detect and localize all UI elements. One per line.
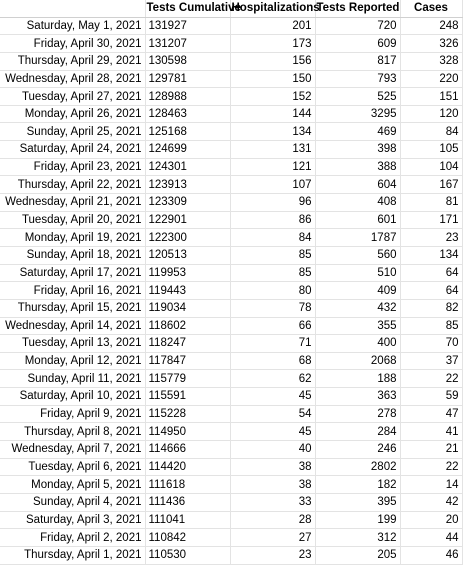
header-row [0,0,462,17]
tests-reported-cell[interactable]: 793 [315,70,400,88]
date-cell[interactable]: Friday, April 16, 2021 [0,282,145,300]
table-row [0,141,462,159]
hospitalizations-cell[interactable]: 85 [230,246,315,264]
table-row [0,246,462,264]
date-cell[interactable]: Monday, April 5, 2021 [0,476,145,494]
table-row [0,352,462,370]
tests-cumulative-cell[interactable]: 118602 [145,317,230,335]
date-cell[interactable]: Saturday, April 24, 2021 [0,141,145,159]
tests-reported-cell[interactable]: 469 [315,123,400,141]
cases-cell[interactable]: 37 [400,352,462,370]
date-cell[interactable]: Monday, April 12, 2021 [0,352,145,370]
cases-cell[interactable]: 85 [400,317,462,335]
hospitalizations-cell[interactable]: 84 [230,229,315,247]
table-row [0,52,462,70]
cases-cell[interactable]: 120 [400,105,462,123]
hospitalizations-cell[interactable]: 150 [230,70,315,88]
date-cell[interactable]: Thursday, April 29, 2021 [0,52,145,70]
tests-cumulative-cell[interactable]: 122300 [145,229,230,247]
tests-cumulative-cell[interactable]: 128463 [145,105,230,123]
tests-cumulative-cell[interactable]: 110842 [145,529,230,547]
tests-reported-cell[interactable]: 525 [315,88,400,106]
tests-cumulative-cell[interactable]: 111041 [145,511,230,529]
tests-cumulative-cell[interactable]: 125168 [145,123,230,141]
tests-reported-cell[interactable]: 720 [315,17,400,35]
tests-cumulative-cell[interactable]: 124699 [145,141,230,159]
date-cell[interactable]: Friday, April 9, 2021 [0,405,145,423]
cases-cell[interactable]: 42 [400,493,462,511]
date-cell[interactable]: Wednesday, April 21, 2021 [0,194,145,212]
cases-cell[interactable]: 64 [400,282,462,300]
hospitalizations-cell[interactable]: 80 [230,282,315,300]
date-cell[interactable]: Tuesday, April 27, 2021 [0,88,145,106]
date-cell[interactable]: Monday, April 19, 2021 [0,229,145,247]
tests-cumulative-cell[interactable]: 130598 [145,52,230,70]
tests-cumulative-cell[interactable]: 120513 [145,246,230,264]
cases-cell[interactable]: 328 [400,52,462,70]
date-cell[interactable]: Wednesday, April 7, 2021 [0,441,145,459]
tests-cumulative-cell[interactable]: 115228 [145,405,230,423]
date-cell[interactable]: Wednesday, April 14, 2021 [0,317,145,335]
cases-cell[interactable]: 47 [400,405,462,423]
tests-reported-cell[interactable]: 199 [315,511,400,529]
tests-cumulative-cell[interactable]: 115591 [145,388,230,406]
cases-cell[interactable]: 21 [400,441,462,459]
hospitalizations-cell[interactable]: 131 [230,141,315,159]
header-cases[interactable]: Cases [400,0,462,17]
tests-reported-cell[interactable]: 609 [315,35,400,53]
hospitalizations-cell[interactable]: 144 [230,105,315,123]
cases-cell[interactable]: 82 [400,299,462,317]
hospitalizations-cell[interactable]: 173 [230,35,315,53]
hospitalizations-cell[interactable]: 85 [230,264,315,282]
tests-reported-cell[interactable]: 182 [315,476,400,494]
date-cell[interactable]: Tuesday, April 6, 2021 [0,458,145,476]
header-tests-cumulative[interactable]: Tests Cumulative [145,0,230,17]
tests-reported-cell[interactable]: 400 [315,335,400,353]
tests-reported-cell[interactable]: 560 [315,246,400,264]
table-row [0,493,462,511]
table-row [0,335,462,353]
tests-cumulative-cell[interactable]: 123309 [145,194,230,212]
tests-cumulative-cell[interactable]: 118247 [145,335,230,353]
table-row [0,441,462,459]
date-cell[interactable]: Saturday, May 1, 2021 [0,17,145,35]
cases-cell[interactable]: 167 [400,176,462,194]
hospitalizations-cell[interactable]: 45 [230,388,315,406]
tests-cumulative-cell[interactable]: 111618 [145,476,230,494]
table-row [0,317,462,335]
cases-cell[interactable]: 44 [400,529,462,547]
cases-cell[interactable]: 84 [400,123,462,141]
tests-reported-cell[interactable]: 355 [315,317,400,335]
cases-cell[interactable]: 46 [400,546,462,564]
cases-cell[interactable]: 22 [400,458,462,476]
table-row [0,35,462,53]
hospitalizations-cell[interactable]: 27 [230,529,315,547]
hospitalizations-cell[interactable]: 28 [230,511,315,529]
date-cell[interactable]: Sunday, April 4, 2021 [0,493,145,511]
cases-cell[interactable]: 105 [400,141,462,159]
date-cell[interactable]: Thursday, April 1, 2021 [0,546,145,564]
table-row [0,88,462,106]
hospitalizations-cell[interactable]: 156 [230,52,315,70]
tests-cumulative-cell[interactable]: 119953 [145,264,230,282]
tests-reported-cell[interactable]: 3295 [315,105,400,123]
cases-cell[interactable]: 41 [400,423,462,441]
tests-cumulative-cell[interactable]: 110530 [145,546,230,564]
date-cell[interactable]: Friday, April 30, 2021 [0,35,145,53]
cases-cell[interactable]: 70 [400,335,462,353]
hospitalizations-cell[interactable]: 40 [230,441,315,459]
date-cell[interactable]: Thursday, April 22, 2021 [0,176,145,194]
cases-cell[interactable]: 171 [400,211,462,229]
table-row [0,158,462,176]
date-cell[interactable]: Saturday, April 17, 2021 [0,264,145,282]
tests-reported-cell[interactable]: 432 [315,299,400,317]
date-cell[interactable]: Sunday, April 25, 2021 [0,123,145,141]
hospitalizations-cell[interactable]: 68 [230,352,315,370]
tests-cumulative-cell[interactable]: 122901 [145,211,230,229]
table-row [0,405,462,423]
table-row [0,176,462,194]
table-row [0,70,462,88]
table-row [0,546,462,564]
table-row [0,299,462,317]
tests-cumulative-cell[interactable]: 129781 [145,70,230,88]
hospitalizations-cell[interactable]: 38 [230,476,315,494]
cases-cell[interactable]: 220 [400,70,462,88]
cases-cell[interactable]: 64 [400,264,462,282]
date-cell[interactable]: Tuesday, April 13, 2021 [0,335,145,353]
table-row [0,529,462,547]
hospitalizations-cell[interactable]: 78 [230,299,315,317]
cases-cell[interactable]: 23 [400,229,462,247]
hospitalizations-cell[interactable]: 121 [230,158,315,176]
date-cell[interactable]: Tuesday, April 20, 2021 [0,211,145,229]
hospitalizations-cell[interactable]: 66 [230,317,315,335]
cases-cell[interactable]: 151 [400,88,462,106]
date-cell[interactable]: Sunday, April 11, 2021 [0,370,145,388]
table-row [0,194,462,212]
date-cell[interactable]: Saturday, April 3, 2021 [0,511,145,529]
tests-cumulative-cell[interactable]: 128988 [145,88,230,106]
tests-cumulative-cell[interactable]: 131207 [145,35,230,53]
date-cell[interactable]: Wednesday, April 28, 2021 [0,70,145,88]
tests-reported-cell[interactable]: 1787 [315,229,400,247]
header-hospitalizations[interactable]: Hospitalizations [230,0,315,17]
table-row [0,229,462,247]
cases-cell[interactable]: 81 [400,194,462,212]
table-row [0,123,462,141]
tests-reported-cell[interactable]: 205 [315,546,400,564]
tests-reported-cell[interactable]: 388 [315,158,400,176]
date-cell[interactable]: Saturday, April 10, 2021 [0,388,145,406]
tests-reported-cell[interactable]: 510 [315,264,400,282]
cases-cell[interactable]: 326 [400,35,462,53]
table-row [0,511,462,529]
tests-reported-cell[interactable]: 363 [315,388,400,406]
hospitalizations-cell[interactable]: 38 [230,458,315,476]
table-row [0,211,462,229]
table-row [0,105,462,123]
tests-cumulative-cell[interactable]: 131927 [145,17,230,35]
hospitalizations-cell[interactable]: 23 [230,546,315,564]
tests-reported-cell[interactable]: 817 [315,52,400,70]
tests-cumulative-cell[interactable]: 114420 [145,458,230,476]
cases-cell[interactable]: 104 [400,158,462,176]
tests-reported-cell[interactable]: 188 [315,370,400,388]
tests-cumulative-cell[interactable]: 114666 [145,441,230,459]
header-tests-reported[interactable]: Tests Reported [315,0,400,17]
date-cell[interactable]: Sunday, April 18, 2021 [0,246,145,264]
cases-cell[interactable]: 20 [400,511,462,529]
tests-cumulative-cell[interactable]: 111436 [145,493,230,511]
date-cell[interactable]: Monday, April 26, 2021 [0,105,145,123]
tests-reported-cell[interactable]: 312 [315,529,400,547]
tests-reported-cell[interactable]: 601 [315,211,400,229]
cases-cell[interactable]: 134 [400,246,462,264]
tests-reported-cell[interactable]: 284 [315,423,400,441]
tests-reported-cell[interactable]: 395 [315,493,400,511]
table-row [0,264,462,282]
date-cell[interactable]: Friday, April 2, 2021 [0,529,145,547]
tests-cumulative-cell[interactable]: 124301 [145,158,230,176]
hospitalizations-cell[interactable]: 96 [230,194,315,212]
tests-reported-cell[interactable]: 2068 [315,352,400,370]
table-row [0,388,462,406]
table-row [0,458,462,476]
tests-cumulative-cell[interactable]: 119443 [145,282,230,300]
table-row [0,423,462,441]
cases-cell[interactable]: 22 [400,370,462,388]
table-row [0,370,462,388]
date-cell[interactable]: Thursday, April 15, 2021 [0,299,145,317]
table-row [0,476,462,494]
hospitalizations-cell[interactable]: 152 [230,88,315,106]
tests-cumulative-cell[interactable]: 123913 [145,176,230,194]
table-body [0,17,462,564]
tests-cumulative-cell[interactable]: 114950 [145,423,230,441]
tests-cumulative-cell[interactable]: 117847 [145,352,230,370]
tests-reported-cell[interactable]: 246 [315,441,400,459]
hospitalizations-cell[interactable]: 62 [230,370,315,388]
table-row [0,17,462,35]
hospitalizations-cell[interactable]: 134 [230,123,315,141]
hospitalizations-cell[interactable]: 107 [230,176,315,194]
cases-cell[interactable]: 14 [400,476,462,494]
date-cell[interactable]: Friday, April 23, 2021 [0,158,145,176]
hospitalizations-cell[interactable]: 201 [230,17,315,35]
hospitalizations-cell[interactable]: 33 [230,493,315,511]
cases-cell[interactable]: 248 [400,17,462,35]
date-cell[interactable]: Thursday, April 8, 2021 [0,423,145,441]
hospitalizations-cell[interactable]: 45 [230,423,315,441]
cases-cell[interactable]: 59 [400,388,462,406]
hospitalizations-cell[interactable]: 71 [230,335,315,353]
tests-reported-cell[interactable]: 409 [315,282,400,300]
hospitalizations-cell[interactable]: 86 [230,211,315,229]
tests-reported-cell[interactable]: 278 [315,405,400,423]
tests-reported-cell[interactable]: 408 [315,194,400,212]
tests-cumulative-cell[interactable]: 119034 [145,299,230,317]
tests-cumulative-cell[interactable]: 115779 [145,370,230,388]
tests-reported-cell[interactable]: 604 [315,176,400,194]
header-date[interactable] [0,0,145,17]
tests-reported-cell[interactable]: 2802 [315,458,400,476]
table-row [0,282,462,300]
hospitalizations-cell[interactable]: 54 [230,405,315,423]
tests-reported-cell[interactable]: 398 [315,141,400,159]
